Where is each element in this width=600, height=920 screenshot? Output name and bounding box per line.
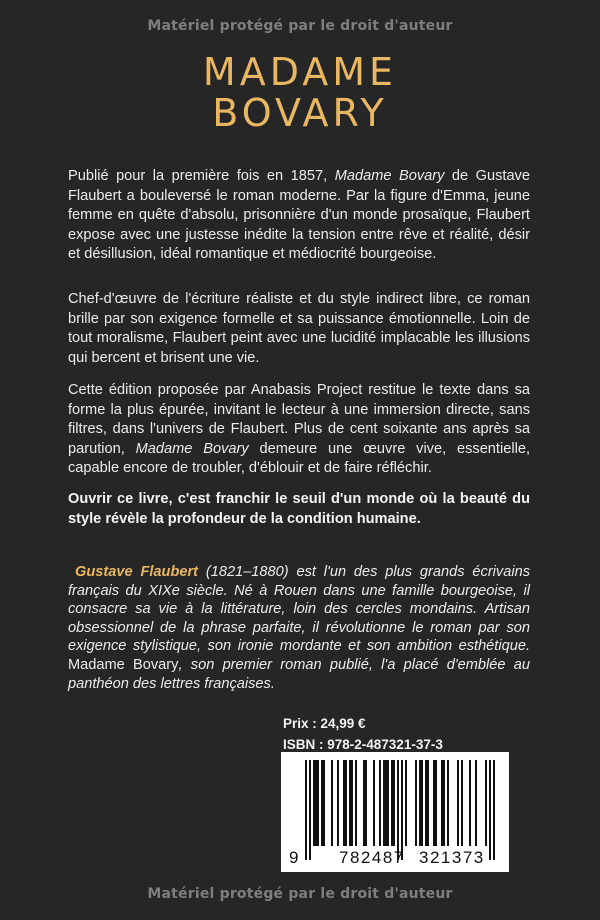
p3-text-b: demeure une œuvre vive, essentielle, capable encore de troubler, d'éblouir et de faire réfléchir. [68, 440, 530, 477]
barcode-bar [435, 760, 437, 846]
barcode-bar [393, 760, 395, 846]
p1-text-a: Publié pour la première fois en 1857, [68, 168, 335, 184]
barcode-bar [385, 760, 387, 846]
barcode-bar [321, 760, 323, 846]
barcode-bar [355, 760, 357, 846]
barcode-right-digits: 321373 [419, 848, 485, 867]
barcode-bar [345, 760, 347, 846]
barcode-bar [447, 760, 449, 846]
synopsis-paragraph-2: Chef-d'œuvre de l'écriture réaliste et du style indirect libre, ce roman brille par son exigence formelle et sa puissance émotionnelle. Loin de tout moralisme, Flaubert peint avec une lucidité implacable les illusions qui bercent et brisent une vie. [68, 291, 530, 366]
barcode-bar [401, 760, 403, 860]
barcode-bar [387, 760, 389, 846]
barcode-bar [337, 760, 339, 846]
title-line-1: MADAME [202, 50, 398, 94]
p1-text-b: de Gustave Flaubert a bouleversé le roman moderne. Par la figure d'Emma, jeune femme en quête d'absolu, prisonnière d'un monde prosaïque, Flaubert expose avec une justesse inédite la tension entre rêve et réalité, désir et désillusion, idéal romantique et médiocrité bourgeoise. [68, 168, 530, 263]
barcode-bar [391, 760, 393, 846]
barcode-bar [351, 760, 353, 846]
bio-text-b: , son premier roman publié, l'a placé d'emblée au panthéon des lettres françaises. [68, 656, 530, 692]
barcode-bar [443, 760, 445, 846]
barcode-bar [315, 760, 317, 846]
author-name: Gustave Flaubert [75, 564, 199, 580]
barcode-bar [419, 760, 421, 846]
barcode-bar [363, 760, 365, 846]
book-title [0, 52, 600, 134]
barcode-bar [343, 760, 345, 846]
barcode-bar [383, 760, 385, 846]
barcode-bar [489, 760, 491, 860]
barcode-bar [415, 760, 417, 846]
bio-book-title: Madame Bovary [68, 656, 179, 673]
bio-text-a: (1821–1880) est l'un des plus grands écrivains français du XIXe siècle. Né à Rouen dans une famille bourgeoise, il consacre sa vie à la littérature, loin des cercles mondains. Artisan obsessionnel de la phrase parfaite, il révolutionne le roman par son exigence stylistique, son ironie mordante et son ambition esthétique. [68, 564, 530, 655]
barcode-bar [323, 760, 325, 846]
isbn-label: ISBN : 978-2-487321-37-3 [283, 737, 443, 752]
barcode-bar [425, 760, 427, 846]
barcode-left-digits: 782487 [339, 848, 405, 867]
barcode-bar [441, 760, 443, 846]
barcode-bar [493, 760, 495, 860]
synopsis-paragraph-3 [68, 381, 530, 479]
barcode-bar [365, 760, 367, 846]
closing-statement: Ouvrir ce livre, c'est franchir le seuil d'un monde où la beauté du style révèle la profondeur de la condition humaine. [68, 491, 530, 527]
barcode-bar [305, 760, 307, 860]
barcode-bar [421, 760, 423, 846]
barcode-bar [405, 760, 407, 846]
barcode-bar [309, 760, 311, 860]
p3-book-title: Madame Bovary [135, 440, 249, 457]
watermark-top: Matériel protégé par le droit d'auteur [147, 18, 453, 34]
synopsis-paragraph-1 [68, 167, 530, 265]
barcode-bar [461, 760, 463, 846]
watermark-bottom: Matériel protégé par le droit d'auteur [147, 886, 453, 902]
barcode-bar [475, 760, 477, 846]
barcode-bar [469, 760, 471, 846]
barcode-bar [397, 760, 399, 860]
barcode [281, 752, 509, 872]
barcode-bar [433, 760, 435, 846]
title-line-2: BOVARY [212, 91, 388, 135]
p3-text-a: Cette édition proposée par Anabasis Project restitue le texte dans sa forme la plus épurée, invitant le lecteur à une immersion directe, sans filtres, dans l'univers de Flaubert. Plus de cent soixante ans après sa parution, [68, 382, 530, 457]
p1-book-title: Madame Bovary [334, 168, 445, 184]
barcode-first-digit: 9 [289, 848, 300, 867]
barcode-bar [331, 760, 333, 846]
barcode-bar [373, 760, 375, 846]
barcode-bar [379, 760, 381, 846]
author-bio [68, 563, 530, 693]
price-label: Prix : 24,99 € [283, 716, 366, 731]
barcode-bar [457, 760, 459, 846]
barcode-bar [317, 760, 319, 846]
barcode-bar [485, 760, 487, 846]
barcode-bar [427, 760, 429, 846]
barcode-bar [349, 760, 351, 846]
barcode-bar [313, 760, 315, 846]
